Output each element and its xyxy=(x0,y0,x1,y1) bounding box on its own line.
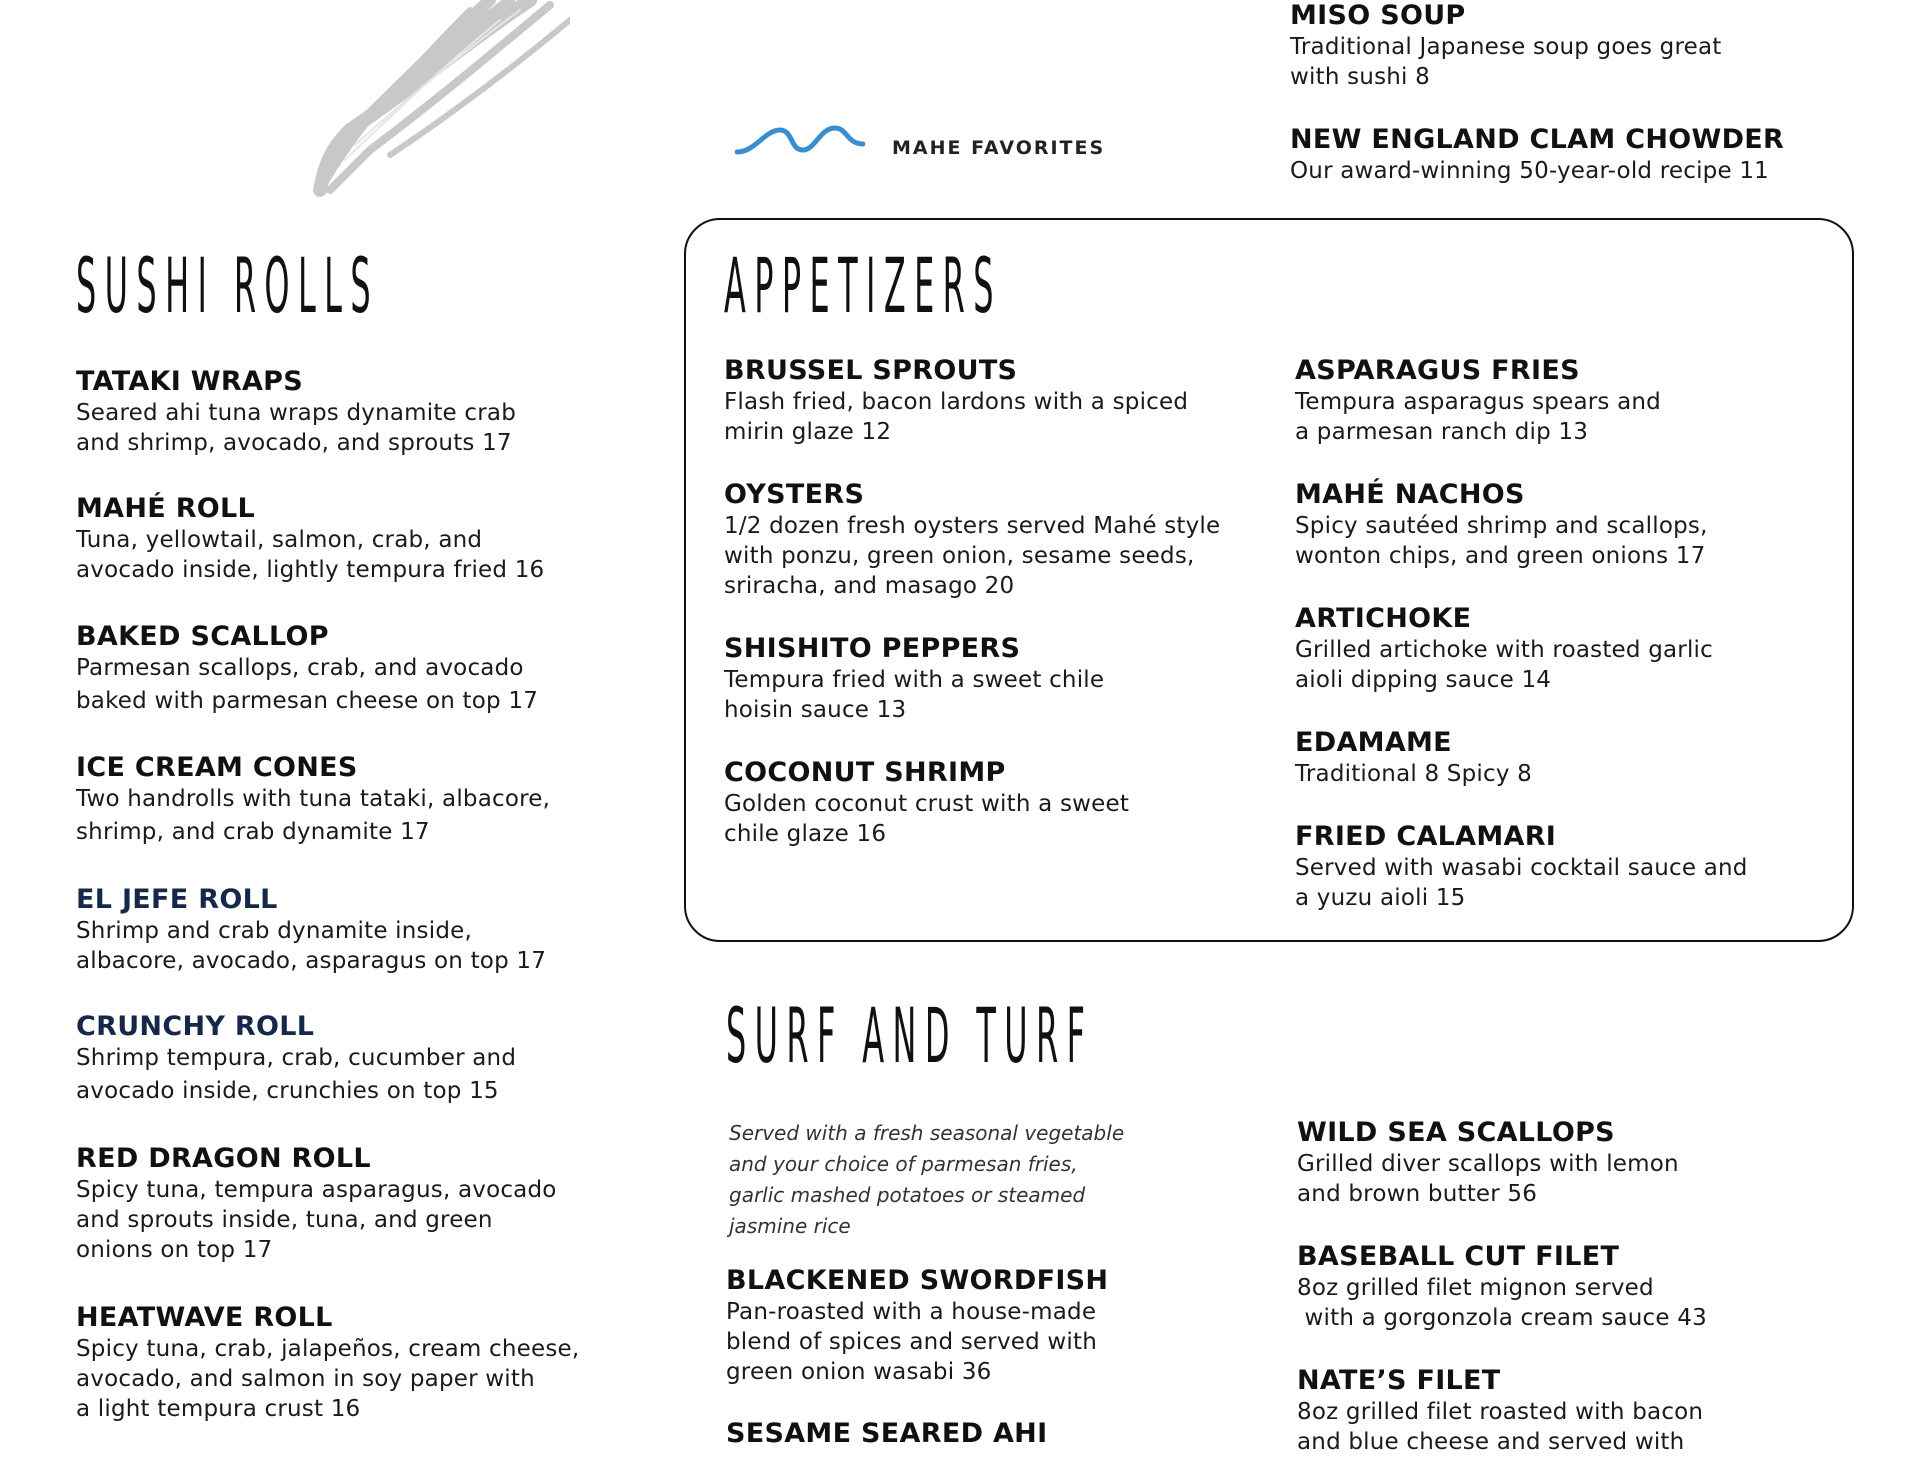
section-title-appetizers: APPETIZERS xyxy=(724,241,1002,330)
menu-item: TATAKI WRAPS Seared ahi tuna wraps dynamite crab and shrimp, avocado, and sprouts 17 xyxy=(76,366,517,456)
menu-item: ICE CREAM CONES Two handrolls with tuna tataki, albacore, shrimp, and crab dynamite 17 xyxy=(76,752,551,845)
menu-item: CRUNCHY ROLL Shrimp tempura, crab, cucumber and avocado inside, crunchies on top 15 xyxy=(76,1011,517,1104)
soup-item-clam-chowder xyxy=(1290,124,1784,186)
menu-item: BASEBALL CUT FILET 8oz grilled filet mignon served with a gorgonzola cream sauce 43 xyxy=(1297,1241,1707,1331)
menu-item: FRIED CALAMARI Served with wasabi cocktail sauce and a yuzu aioli 15 xyxy=(1295,821,1748,911)
menu-item: MAHÉ NACHOS Spicy sautéed shrimp and scallops, wonton chips, and green onions 17 xyxy=(1295,479,1708,569)
menu-item: ASPARAGUS FRIES Tempura asparagus spears and a parmesan ranch dip 13 xyxy=(1295,355,1661,445)
menu-item: RED DRAGON ROLL Spicy tuna, tempura asparagus, avocado and sprouts inside, tuna, and green onions on top 17 xyxy=(76,1143,557,1263)
mahe-favorites-label: MAHE FAVORITES xyxy=(892,137,1106,159)
section-title-surf-and-turf: SURF AND TURF xyxy=(726,991,1094,1080)
menu-item: WILD SEA SCALLOPS Grilled diver scallops with lemon and brown butter 56 xyxy=(1297,1117,1679,1207)
item-desc: Our award-winning 50-year-old recipe 11 xyxy=(1290,158,1769,184)
item-desc: Traditional Japanese soup goes great with sushi 8 xyxy=(1290,34,1722,90)
menu-item: ARTICHOKE Grilled artichoke with roasted garlic aioli dipping sauce 14 xyxy=(1295,603,1713,693)
item-name: NEW ENGLAND CLAM CHOWDER xyxy=(1290,124,1785,155)
menu-item: SESAME SEARED AHI xyxy=(726,1418,1048,1449)
soup-item-miso xyxy=(1290,0,1721,92)
brush-stroke-graphic xyxy=(150,0,570,200)
item-name: MISO SOUP xyxy=(1290,0,1466,31)
wave-icon xyxy=(735,120,865,160)
menu-item: BLACKENED SWORDFISH Pan-roasted with a house-made blend of spices and served with green onion wasabi 36 xyxy=(726,1265,1109,1385)
menu-item: SHISHITO PEPPERS Tempura fried with a sweet chile hoisin sauce 13 xyxy=(724,633,1105,723)
menu-item: MAHÉ ROLL Tuna, yellowtail, salmon, crab, and avocado inside, lightly tempura fried 16 xyxy=(76,493,545,583)
menu-item: OYSTERS 1/2 dozen fresh oysters served Mahé style with ponzu, green onion, sesame seeds, sriracha, and masago 20 xyxy=(724,479,1221,599)
menu-item: EL JEFE ROLL Shrimp and crab dynamite inside, albacore, avocado, asparagus on top 17 xyxy=(76,884,547,974)
menu-item: COCONUT SHRIMP Golden coconut crust with a sweet chile glaze 16 xyxy=(724,757,1130,847)
menu-item: BRUSSEL SPROUTS Flash fried, bacon lardons with a spiced mirin glaze 12 xyxy=(724,355,1189,445)
menu-item: EDAMAME Traditional 8 Spicy 8 xyxy=(1295,727,1532,787)
surf-and-turf-note: Served with a fresh seasonal vegetable and your choice of parmesan fries, garlic mashed potatoes or steamed jasmine rice xyxy=(729,1121,1125,1238)
menu-item: HEATWAVE ROLL Spicy tuna, crab, jalapeños, cream cheese, avocado, and salmon in soy paper with a light tempura crust 16 xyxy=(76,1302,580,1422)
section-title-sushi-rolls: SUSHI ROLLS xyxy=(76,241,379,330)
menu-item: BAKED SCALLOP Parmesan scallops, crab, and avocado baked with parmesan cheese on top 17 xyxy=(76,621,539,714)
menu-item: NATE’S FILET 8oz grilled filet roasted with bacon and blue cheese and served with xyxy=(1297,1365,1704,1455)
